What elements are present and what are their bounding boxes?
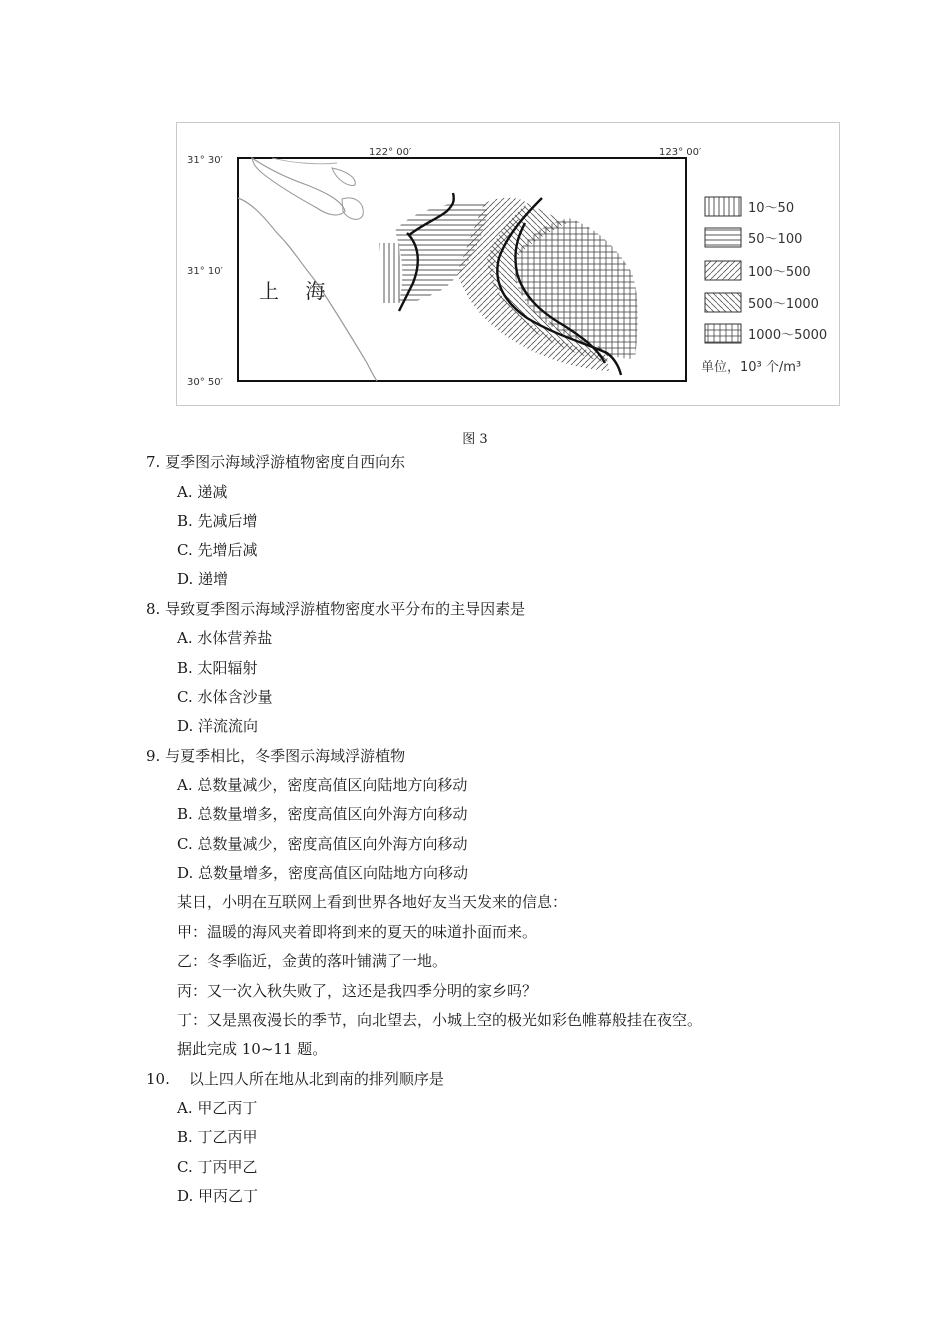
question-8-stem: 8. 导致夏季图示海域浮游植物密度水平分布的主导因素是: [146, 600, 526, 618]
map-content: [238, 158, 638, 381]
legend-swatch-diag-forward: [705, 261, 741, 280]
legend-unit: 单位，10³ 个/m³: [701, 360, 802, 375]
question-9-stem: 9. 与夏季相比，冬季图示海域浮游植物: [146, 747, 406, 765]
question-10-option-b: B. 丁乙丙甲: [177, 1128, 258, 1146]
question-7-option-d: D. 递增: [177, 570, 229, 588]
question-10-stem: 10. 以上四人所在地从北到南的排列顺序是: [146, 1070, 444, 1088]
lat-3130-label: 31° 30′: [187, 155, 223, 166]
question-10-option-d: D. 甲丙乙丁: [177, 1187, 259, 1205]
legend-label-1: 10～50: [748, 201, 795, 216]
question-8-option-a: A. 水体营养盐: [177, 629, 273, 647]
figure-3-map: [176, 122, 840, 406]
question-7-option-c: C. 先增后减: [177, 541, 258, 559]
passage-instruction: 据此完成 10~11 题。: [177, 1040, 328, 1058]
question-9-option-a: A. 总数量减少，密度高值区向陆地方向移动: [177, 776, 468, 794]
plankton-density-map: [177, 123, 841, 407]
lon-123-label: 123° 00′: [659, 147, 702, 158]
shanghai-label: 上 海: [259, 279, 336, 303]
passage-intro: 某日，小明在互联网上看到世界各地好友当天发来的信息：: [177, 893, 568, 911]
question-9-option-c: C. 总数量减少，密度高值区向外海方向移动: [177, 835, 468, 853]
legend-swatch-horizontal: [705, 228, 741, 247]
zone-10-50: [379, 243, 401, 303]
question-7-option-b: B. 先减后增: [177, 512, 258, 530]
legend-label-4: 500～1000: [748, 297, 819, 312]
map-legend: [701, 197, 827, 375]
passage-jia: 甲：温暖的海风夹着即将到来的夏天的味道扑面而来。: [177, 923, 538, 941]
passage-ding: 丁：又是黑夜漫长的季节，向北望去，小城上空的极光如彩色帷幕般挂在夜空。: [177, 1011, 703, 1029]
question-7-stem: 7. 夏季图示海域浮游植物密度自西向东: [146, 453, 406, 471]
legend-swatch-diag-backward: [705, 293, 741, 312]
lat-3050-label: 30° 50′: [187, 377, 223, 388]
legend-label-2: 50～100: [748, 232, 803, 247]
figure-caption: 图 3: [462, 432, 488, 447]
passage-yi: 乙：冬季临近，金黄的落叶铺满了一地。: [177, 952, 448, 970]
question-8-option-c: C. 水体含沙量: [177, 688, 273, 706]
question-8-option-b: B. 太阳辐射: [177, 659, 258, 677]
legend-label-3: 100～500: [748, 265, 811, 280]
question-9-option-d: D. 总数量增多，密度高值区向陆地方向移动: [177, 864, 469, 882]
legend-swatch-vertical: [705, 197, 741, 216]
question-9-option-b: B. 总数量增多，密度高值区向外海方向移动: [177, 805, 468, 823]
legend-swatch-grid: [705, 324, 741, 343]
lat-3110-label: 31° 10′: [187, 266, 223, 277]
question-8-option-d: D. 洋流流向: [177, 717, 259, 735]
question-10-option-a: A. 甲乙丙丁: [177, 1099, 258, 1117]
question-7-option-a: A. 递减: [177, 483, 228, 501]
legend-label-5: 1000～5000: [748, 328, 828, 343]
lon-122-label: 122° 00′: [369, 147, 412, 158]
question-10-option-c: C. 丁丙甲乙: [177, 1158, 258, 1176]
passage-bing: 丙：又一次入秋失败了，这还是我四季分明的家乡吗？: [177, 982, 538, 1000]
